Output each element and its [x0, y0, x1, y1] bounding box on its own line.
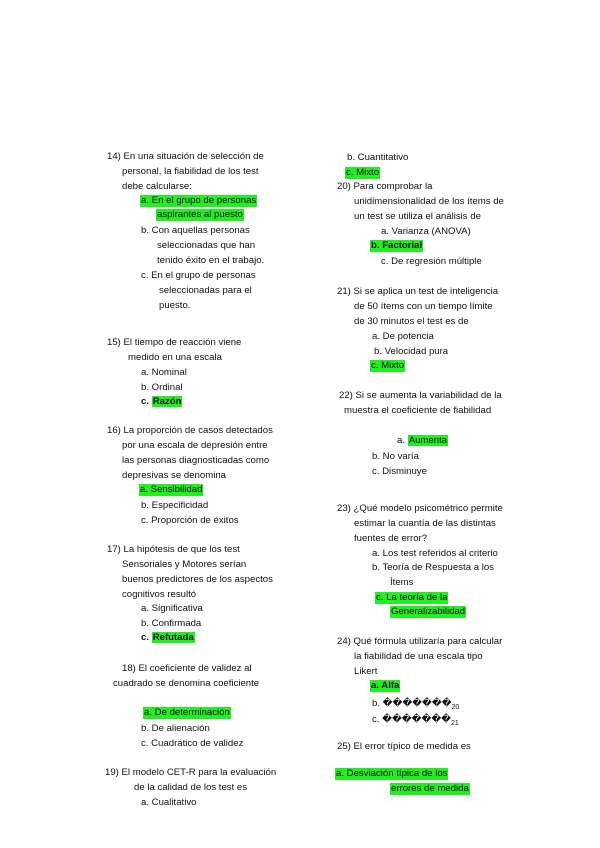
- option-b: b. Especificidad: [141, 500, 209, 511]
- formula-glyphs: c. �������: [372, 714, 451, 725]
- question-text: fuentes de error?: [354, 533, 428, 544]
- question-text: personal, la fiabilidad de los test: [122, 166, 259, 177]
- option-c: [372, 714, 459, 730]
- question-text: 22) Si se aumenta la variabilidad de la: [339, 390, 502, 401]
- option-b: b. No varía: [372, 451, 419, 462]
- question-text: por una escala de depresión entre: [122, 440, 268, 451]
- question-text: 21) Si se aplica un test de inteligencia: [337, 286, 499, 297]
- question-text: buenos predictores de los aspectos: [122, 574, 273, 585]
- option-a: a. Significativa: [141, 603, 203, 614]
- formula-subscript: 21: [451, 720, 459, 727]
- question-text: 25) El error típico de medida es: [337, 741, 471, 752]
- question-text: 14) En una situación de selección de: [107, 151, 264, 162]
- option-b: tenido éxito en el trabajo.: [157, 255, 265, 266]
- option-a: [397, 435, 448, 447]
- answer-highlight: Razón: [152, 396, 182, 407]
- option-a: a. En el grupo de personas: [141, 195, 257, 206]
- option-b: b. De alienación: [141, 723, 210, 734]
- option-c: c. De regresión múltiple: [381, 256, 482, 267]
- option-b: b. Velocidad pura: [374, 346, 449, 357]
- option-prefix: c.: [141, 396, 150, 407]
- option-a: a. Desviación típica de los: [336, 768, 448, 779]
- option-b: b. Cuantitativo: [347, 152, 409, 163]
- option-a: errores de medida: [391, 783, 469, 794]
- question-text: 15) El tiempo de reacción viene: [107, 337, 242, 348]
- question-text: de la calidad de los test es: [134, 782, 248, 793]
- option-a: a. Los test referidos al criterio: [372, 548, 498, 559]
- question-text: muestra el coeficiente de fiabilidad: [344, 405, 492, 416]
- question-text: debe calcularse:: [122, 181, 192, 192]
- formula-glyphs: b. �������: [372, 698, 452, 709]
- option-a: a. Nominal: [141, 367, 187, 378]
- question-text: 23) ¿Qué modelo psicométrico permite: [337, 503, 503, 514]
- option-prefix: c.: [141, 632, 150, 643]
- question-text: 17) La hipótesis de que los test: [107, 544, 240, 555]
- option-b: b. Confirmada: [141, 618, 202, 629]
- option-a: aspirantes al puesto: [157, 209, 243, 220]
- option-c: c. En el grupo de personas: [141, 270, 256, 281]
- option-a: a. Sensibilidad: [140, 484, 203, 495]
- question-text: depresivas se denomina: [122, 470, 226, 481]
- question-text: unidimensionalidad de los ítems de: [354, 196, 504, 207]
- option-c: c. Disminuye: [372, 466, 427, 477]
- question-text: 20) Para comprobar la: [337, 181, 433, 192]
- option-c: seleccionadas para el: [159, 285, 252, 296]
- question-text: 16) La proporción de casos detectados: [107, 425, 273, 436]
- option-b: seleccionadas que han: [157, 240, 256, 251]
- question-text: un test se utiliza el análisis de: [354, 211, 481, 222]
- answer-highlight: Aumenta: [408, 435, 448, 446]
- option-c: puesto.: [159, 300, 191, 311]
- option-b: b. Factorial: [371, 240, 423, 251]
- question-text: 19) El modelo CET-R para la evaluación: [105, 767, 277, 778]
- question-text: cuadrado se denomina coeficiente: [113, 678, 260, 689]
- option-c: c. Mixto: [371, 360, 405, 371]
- option-c: c. Cuadrático de validez: [141, 738, 244, 749]
- option-a: a. Varianza (ANOVA): [381, 226, 471, 237]
- option-prefix: a.: [397, 435, 406, 446]
- option-b: b. Con aquellas personas: [141, 225, 250, 236]
- question-text: Likert: [354, 666, 378, 677]
- option-a: a. Cualitativo: [141, 797, 197, 808]
- option-c: c. Proporción de éxitos: [141, 515, 239, 526]
- question-text: 24) Qué fórmula utilizaría para calcular: [337, 636, 503, 647]
- option-b: b. Ordinal: [141, 382, 183, 393]
- option-c: Generalizabilidad: [391, 606, 466, 617]
- question-text: 18) El coeficiente de validez al: [122, 663, 252, 674]
- question-text: cognitivos resultó: [122, 589, 197, 600]
- option-a: a. De determinación: [144, 707, 230, 718]
- option-b: b. Teoría de Respuesta a los: [372, 562, 494, 573]
- option-c: c. La teoría de la: [376, 592, 448, 603]
- question-text: las personas diagnosticadas como: [122, 455, 270, 466]
- question-text: de 50 ítems con un tiempo límite: [354, 301, 493, 312]
- question-text: de 30 minutos el test es de: [354, 316, 469, 327]
- option-c: c. Mixto: [346, 167, 380, 178]
- option-b: Ítems: [390, 577, 414, 588]
- option-c: [141, 396, 182, 408]
- question-text: estimar la cuantía de las distintas: [354, 518, 496, 529]
- question-text: Sensoriales y Motores serían: [122, 559, 247, 570]
- formula-subscript: 20: [451, 704, 460, 711]
- option-c: [141, 632, 195, 644]
- option-a: a. De potencia: [372, 331, 434, 342]
- question-text: medido en una escala: [128, 352, 222, 363]
- question-text: la fiabilidad de una escala tipo: [354, 651, 483, 662]
- answer-highlight: Refutada: [152, 632, 194, 643]
- option-a: a. Alfa: [371, 680, 400, 691]
- option-b: [372, 698, 459, 714]
